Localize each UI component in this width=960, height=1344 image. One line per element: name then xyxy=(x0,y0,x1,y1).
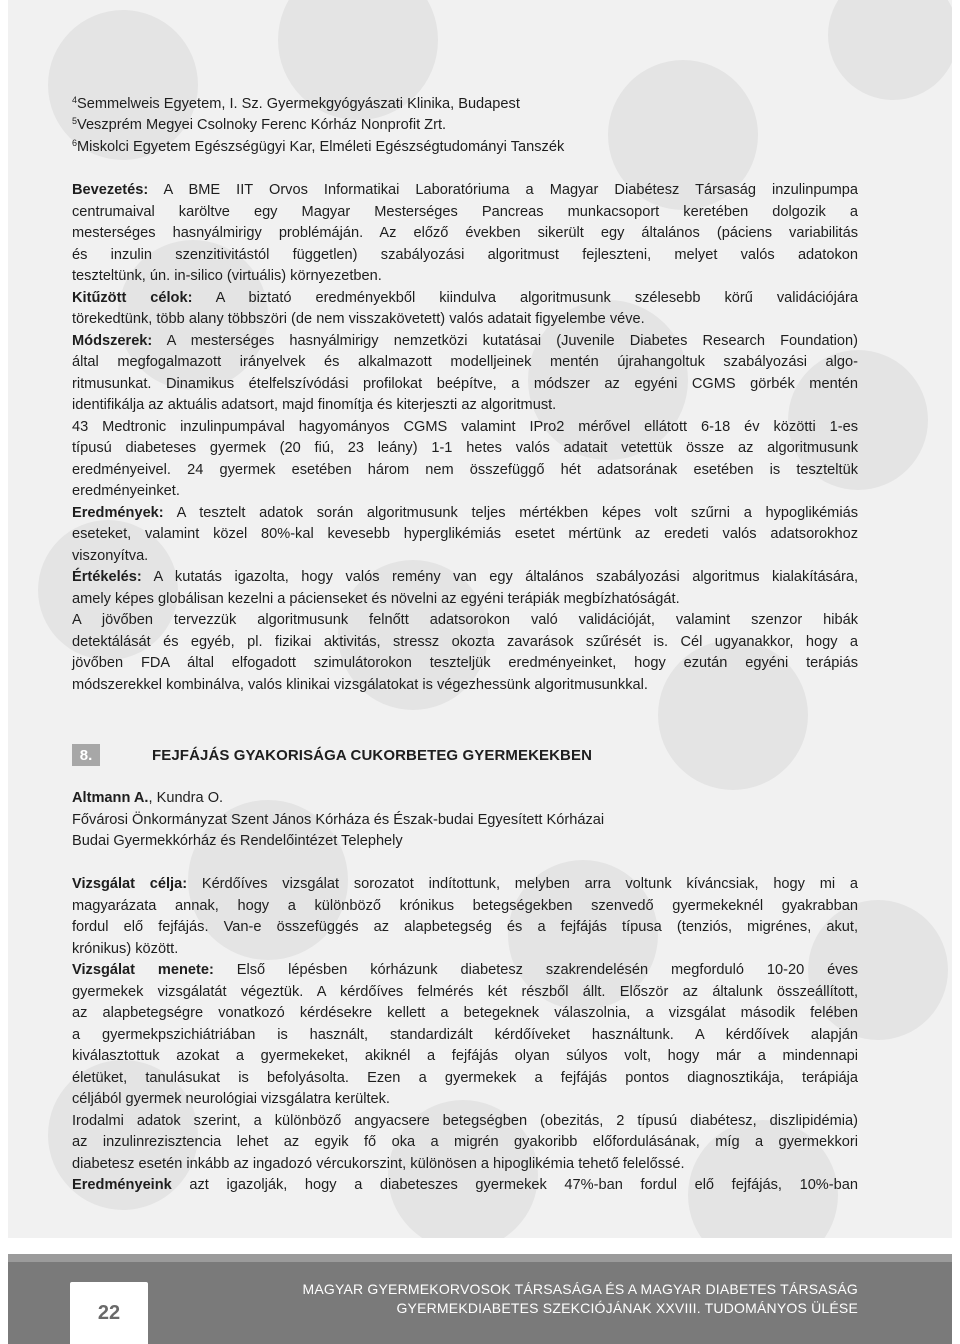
text-line: és inzulin szenzitivitástól független) szabályozási algoritmust fejleszteni, melyet valós adatokon xyxy=(72,246,858,263)
text-line: életüket, tanulásukat is befolyásolta. Ezen a gyermekek a fejfájás pontos diagnosztikája, terápiája xyxy=(72,1069,858,1086)
page-number: 22 xyxy=(97,1301,121,1324)
footer-line-2: GYERMEKDIABETES SZEKCIÓJÁNAK XXVIII. TUDOMÁNYOS ÜLÉSE xyxy=(396,1300,858,1316)
text-line: eredményeivel. 24 gyermek esetében három nem összefüggő hét adatsorának esetében is teszteltük xyxy=(72,461,858,478)
section-title: FEJFÁJÁS GYAKORISÁGA CUKORBETEG GYERMEKEKBEN xyxy=(152,746,593,764)
text-line: a gyermekpszichiátriában is használt, standardizált kérdőíveket használtunk. A kérdőívek alapján xyxy=(72,1026,858,1043)
text-line: ritmusunkat. Dinamikus ételfelszívódási profilokat beépítve, a módszer az egyéni CGMS görbék mentén xyxy=(72,375,858,392)
text-line: fordul elő fejfájás. Van-e összefüggés az alapbetegség és a fejfájás típusa (tenziós, migrénes, akut, xyxy=(72,919,858,935)
section-heading xyxy=(72,744,592,766)
text-line: céljából gyermek neurológiai vizsgálatra kerültek. xyxy=(72,1091,390,1107)
text-line: gyermekek vizsgálatát végeztük. A kérdőíves felmérés két részből állt. Először az általunk összeállított, xyxy=(72,983,858,1000)
text-line: eseteket, valamint közel 80%-kal kevesebb hyperglikémiás esetet mértünk az eredeti valós adatsorokhoz xyxy=(72,526,858,542)
footer-line-1: MAGYAR GYERMEKORVOSOK TÁRSASÁGA ÉS A MAGYAR DIABETES TÁRSASÁG xyxy=(302,1281,858,1297)
affiliation-6: $^6$Miskolci Egyetem Egészségügyi Kar, Elméleti Egészségtudományi Tanszék xyxy=(72,138,565,155)
text-line: Eredmények: A tesztelt adatok során algoritmusunk teljes mértékben képes volt szűrni a hypoglikémiás xyxy=(72,504,858,521)
text-line: által megfogalmazott irányelvek és alkalmazott modelljeinek mentén újrahangoltuk szabályozási algo- xyxy=(72,354,858,370)
institution: Fővárosi Önkormányzat Szent János Kórháza és Észak-budai Egyesített Kórházai xyxy=(72,811,605,828)
text-line: Irodalmi adatok szerint, a különböző angyacsere betegségben (obezitás, 2 típusú diabétesz, diszlipidémia) xyxy=(72,1112,858,1129)
text-line: diabetesz esetén inkább az ingadozó vércukorszint, különösen a hipoglikémia tehető felelőssé. xyxy=(72,1155,685,1172)
authors: Altmann A., Kundra O. xyxy=(72,790,224,806)
text-line: detektálását és egyéb, pl. fizikai aktivitás, stressz okozta zavarások szűrését is. Cél ugyanakkor, hogy a xyxy=(72,633,858,650)
text-line: típusú diabeteses gyermek (20 fiú, 23 leány) 1-1 hetes valós adatait vetettük össze az algoritmusunk xyxy=(72,440,858,456)
text-line: az alapbetegségre vonatkozó kérdésekre kellett a betegeknek válaszolnia, a vizsgálat második felében xyxy=(72,1005,858,1021)
text-line: mesterséges hasnyálmirigy problémáján. Az előző években sikerült egy általános (páciens variabilitás xyxy=(72,225,858,241)
text-line: identifikálja az aktuális adatsort, majd finomítja és kiterjeszti az algoritmust. xyxy=(72,397,557,413)
text-line: Vizsgálat célja: Kérdőíves vizsgálat sorozatot indítottunk, melyben arra voltunk kíváncsiak, hogy mi a xyxy=(72,876,858,892)
footer-caption xyxy=(302,1280,858,1318)
page-footer xyxy=(8,1254,952,1344)
text-line: Módszerek: A mesterséges hasnyálmirigy nemzetközi kutatásai (Juvenile Diabetes Research Foundation) xyxy=(72,332,858,349)
footer-stripe xyxy=(8,1254,952,1262)
abstract-2-header xyxy=(72,788,858,853)
text-line: centrumaival karöltve egy Magyar Mesterséges Pancreas munkacsoport keretében dolgozik a xyxy=(72,203,858,220)
affiliation-4: $^4$Semmelweis Egyetem, I. Sz. Gyermekgyógyászati Klinika, Budapest xyxy=(72,95,520,112)
text-line: jövőben FDA által elfogadott szimulátorokon teszteljük eredményeinket, hogy ezután egyéni terápiás xyxy=(72,655,858,671)
text-line: Bevezetés: A BME IIT Orvos Informatikai Laboratóriuma a Magyar Diabétesz Társaság inzulinpumpa xyxy=(72,182,858,198)
watermark-circle xyxy=(828,0,952,100)
text-line: viszonyítva. xyxy=(72,547,149,564)
affiliation-5: $^5$Veszprém Megyei Csolnoky Ferenc Kórház Nonprofit Zrt. xyxy=(72,116,447,133)
text-line: amely képes globálisan kezelni a pácienseket és növelni az egyéni terápiák megbízhatóságát. xyxy=(72,590,680,607)
text-line: A jövőben tervezzük algoritmusunk felnőtt adatsorokon való validációját, valamint szenzor hibák xyxy=(72,612,858,628)
institution: Budai Gyermekkórház és Rendelőintézet Telephely xyxy=(72,833,403,849)
text-line: Eredményeink azt igazolják, hogy a diabeteszes gyermekek 47%-ban fordul elő fejfájás, 10%-ban xyxy=(72,1177,858,1193)
text-line: magyarázata annak, hogy a különböző krónikus betegségekben szenvedő gyermekeknél gyakrabban xyxy=(72,897,858,914)
text-line: törekedtünk, több alany többszöri (de nem visszakövetett) valós adatait figyelembe véve. xyxy=(72,311,645,327)
text-line: az inzulinrezisztencia lehet az egyik fő oka a migrén gyakoribb előfordulásának, míg a gyermekkori xyxy=(72,1134,858,1150)
abstract-2 xyxy=(72,874,858,1197)
text-line: teszteltünk, ún. in-silico (virtuális) környezetben. xyxy=(72,268,382,284)
text-line: módszerekkel kombinálva, valós klinikai vizsgálatokat is végezhessünk algoritmusunkkal. xyxy=(72,676,648,693)
text-line: Vizsgálat menete: Első lépésben kórházunk diabetesz szakrendelésén megforduló 10-20 éves xyxy=(72,962,858,978)
text-line: eredményeinket. xyxy=(72,483,180,499)
section-number-badge: 8. xyxy=(72,744,100,766)
text-line: Kitűzött célok: A biztató eredményekből kiindulva algoritmusunk szélesebb körű validációjára xyxy=(72,289,858,306)
abstract-1 xyxy=(72,180,858,696)
text-line: kiválasztottuk azokat a gyermekeket, akiknél a fejfájás olyan súlyos volt, hogy már a mindennapi xyxy=(72,1048,858,1064)
text-line: 43 Medtronic inzulinpumpával hagyományos CGMS valamint IPro2 mérővel ellátott 6-18 év közötti 1-es xyxy=(72,418,858,435)
text-line: Értékelés: A kutatás igazolta, hogy valós remény van egy általános szabályozási algoritmus kialakítására, xyxy=(72,569,858,585)
text-line: krónikus) között. xyxy=(72,940,179,957)
page-number-box xyxy=(70,1282,148,1344)
